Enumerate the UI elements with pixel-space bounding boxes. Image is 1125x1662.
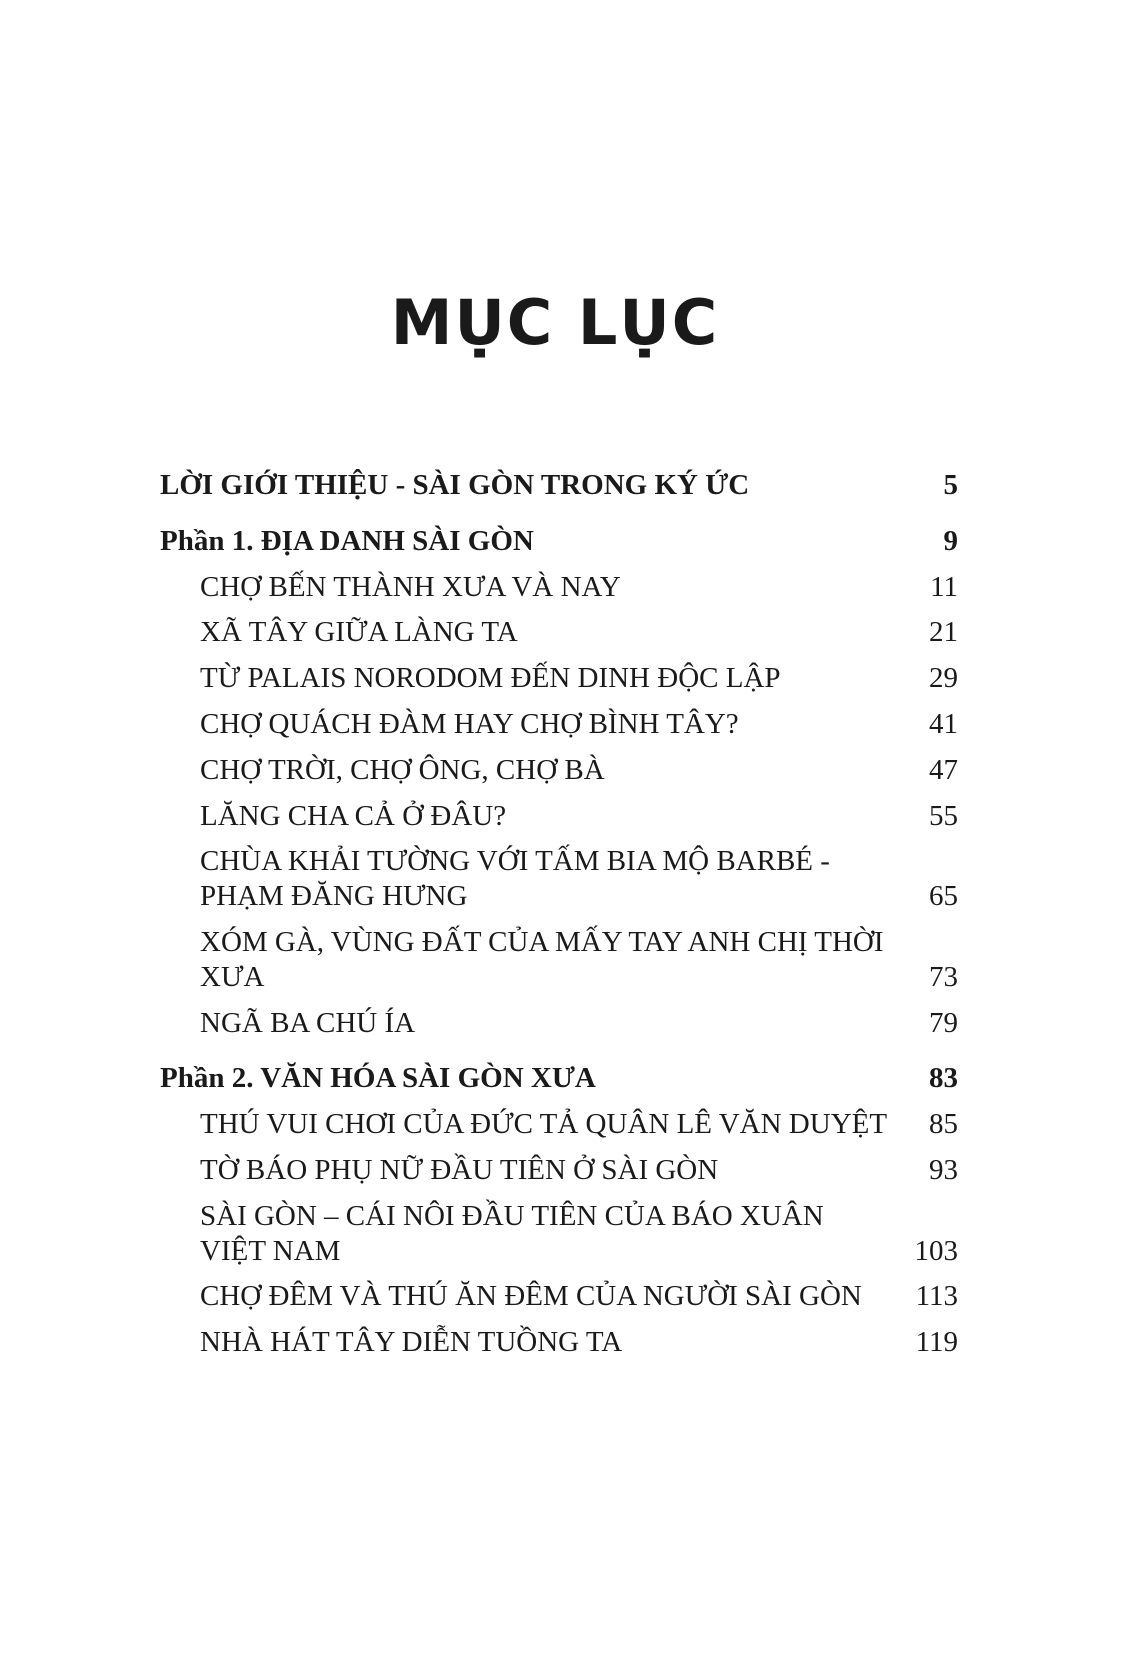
toc-entry-page-number: 29 (929, 662, 958, 695)
toc-entry-page-number: 113 (915, 1280, 958, 1313)
toc-entry (160, 1107, 958, 1142)
toc-entry (160, 753, 958, 788)
table-of-contents (160, 468, 958, 1360)
toc-entry-page-number: 65 (929, 880, 958, 913)
toc-entry-page-number: 21 (929, 616, 958, 649)
toc-entry-title: TỪ PALAIS NORODOM ĐẾN DINH ĐỘC LẬP (200, 662, 781, 695)
toc-part-entry (160, 1061, 958, 1096)
toc-entry (160, 1279, 958, 1314)
toc-entry-page-number: 41 (929, 707, 958, 740)
toc-entry-title: CHÙA KHẢI TƯỜNG VỚI TẤM BIA MỘ BARBÉ - PHẠM ĐĂNG HƯNG (200, 845, 830, 913)
toc-entry-page-number: 85 (929, 1108, 958, 1141)
toc-entry (160, 1153, 958, 1188)
toc-entry-page-number: 47 (929, 753, 958, 786)
toc-entry (160, 1199, 958, 1269)
toc-entry (160, 661, 958, 696)
toc-entry-title: XÓM GÀ, VÙNG ĐẤT CỦA MẤY TAY ANH CHỊ THỜI XƯA (200, 925, 884, 993)
toc-entry-title: TỜ BÁO PHỤ NỮ ĐẦU TIÊN Ở SÀI GÒN (200, 1153, 719, 1186)
toc-entry (160, 615, 958, 650)
toc-entry (160, 707, 958, 742)
toc-entry-page-number: 9 (943, 524, 958, 557)
toc-entry-title: NHÀ HÁT TÂY DIỄN TUỒNG TA (200, 1326, 623, 1359)
toc-entry-title: CHỢ ĐÊM VÀ THÚ ĂN ĐÊM CỦA NGƯỜI SÀI GÒN (200, 1280, 862, 1313)
toc-entry-title: CHỢ BẾN THÀNH XƯA VÀ NAY (200, 570, 621, 603)
toc-entry-page-number: 83 (929, 1062, 958, 1095)
toc-entry-page-number: 93 (929, 1153, 958, 1186)
toc-entry-title: Phần 2. VĂN HÓA SÀI GÒN XƯA (160, 1062, 596, 1095)
toc-entry-page-number: 73 (929, 960, 958, 993)
toc-entry-page-number: 79 (929, 1006, 958, 1039)
toc-entry (160, 1006, 958, 1041)
toc-entry-title: LĂNG CHA CẢ Ở ĐÂU? (200, 799, 507, 832)
toc-entry-page-number: 11 (930, 570, 958, 603)
toc-entry-title: THÚ VUI CHƠI CỦA ĐỨC TẢ QUÂN LÊ VĂN DUYỆT (200, 1108, 888, 1141)
toc-entry-title: Phần 1. ĐỊA DANH SÀI GÒN (160, 524, 534, 557)
page-title: MỤC LỤC (390, 286, 720, 359)
toc-entry (160, 844, 958, 914)
toc-entry-title: LỜI GIỚI THIỆU - SÀI GÒN TRONG KÝ ỨC (160, 469, 750, 501)
toc-part-entry (160, 524, 958, 559)
toc-entry (160, 799, 958, 834)
toc-entry-title: CHỢ TRỜI, CHỢ ÔNG, CHỢ BÀ (200, 753, 605, 786)
toc-entry-page-number: 55 (929, 799, 958, 832)
toc-part-entry (160, 468, 958, 503)
toc-entry (160, 925, 958, 995)
toc-entry-page-number: 5 (943, 469, 958, 501)
toc-entry-title: CHỢ QUÁCH ĐÀM HAY CHỢ BÌNH TÂY? (200, 707, 739, 740)
toc-entry-title: SÀI GÒN – CÁI NÔI ĐẦU TIÊN CỦA BÁO XUÂN VIỆT NAM (200, 1199, 824, 1267)
toc-entry-title: XÃ TÂY GIỮA LÀNG TA (200, 616, 518, 649)
toc-entry-page-number: 103 (914, 1234, 958, 1267)
toc-entry-title: NGÃ BA CHÚ ÍA (200, 1006, 416, 1039)
toc-entry (160, 1325, 958, 1360)
toc-entry-page-number: 119 (915, 1326, 958, 1359)
toc-entry (160, 570, 958, 605)
